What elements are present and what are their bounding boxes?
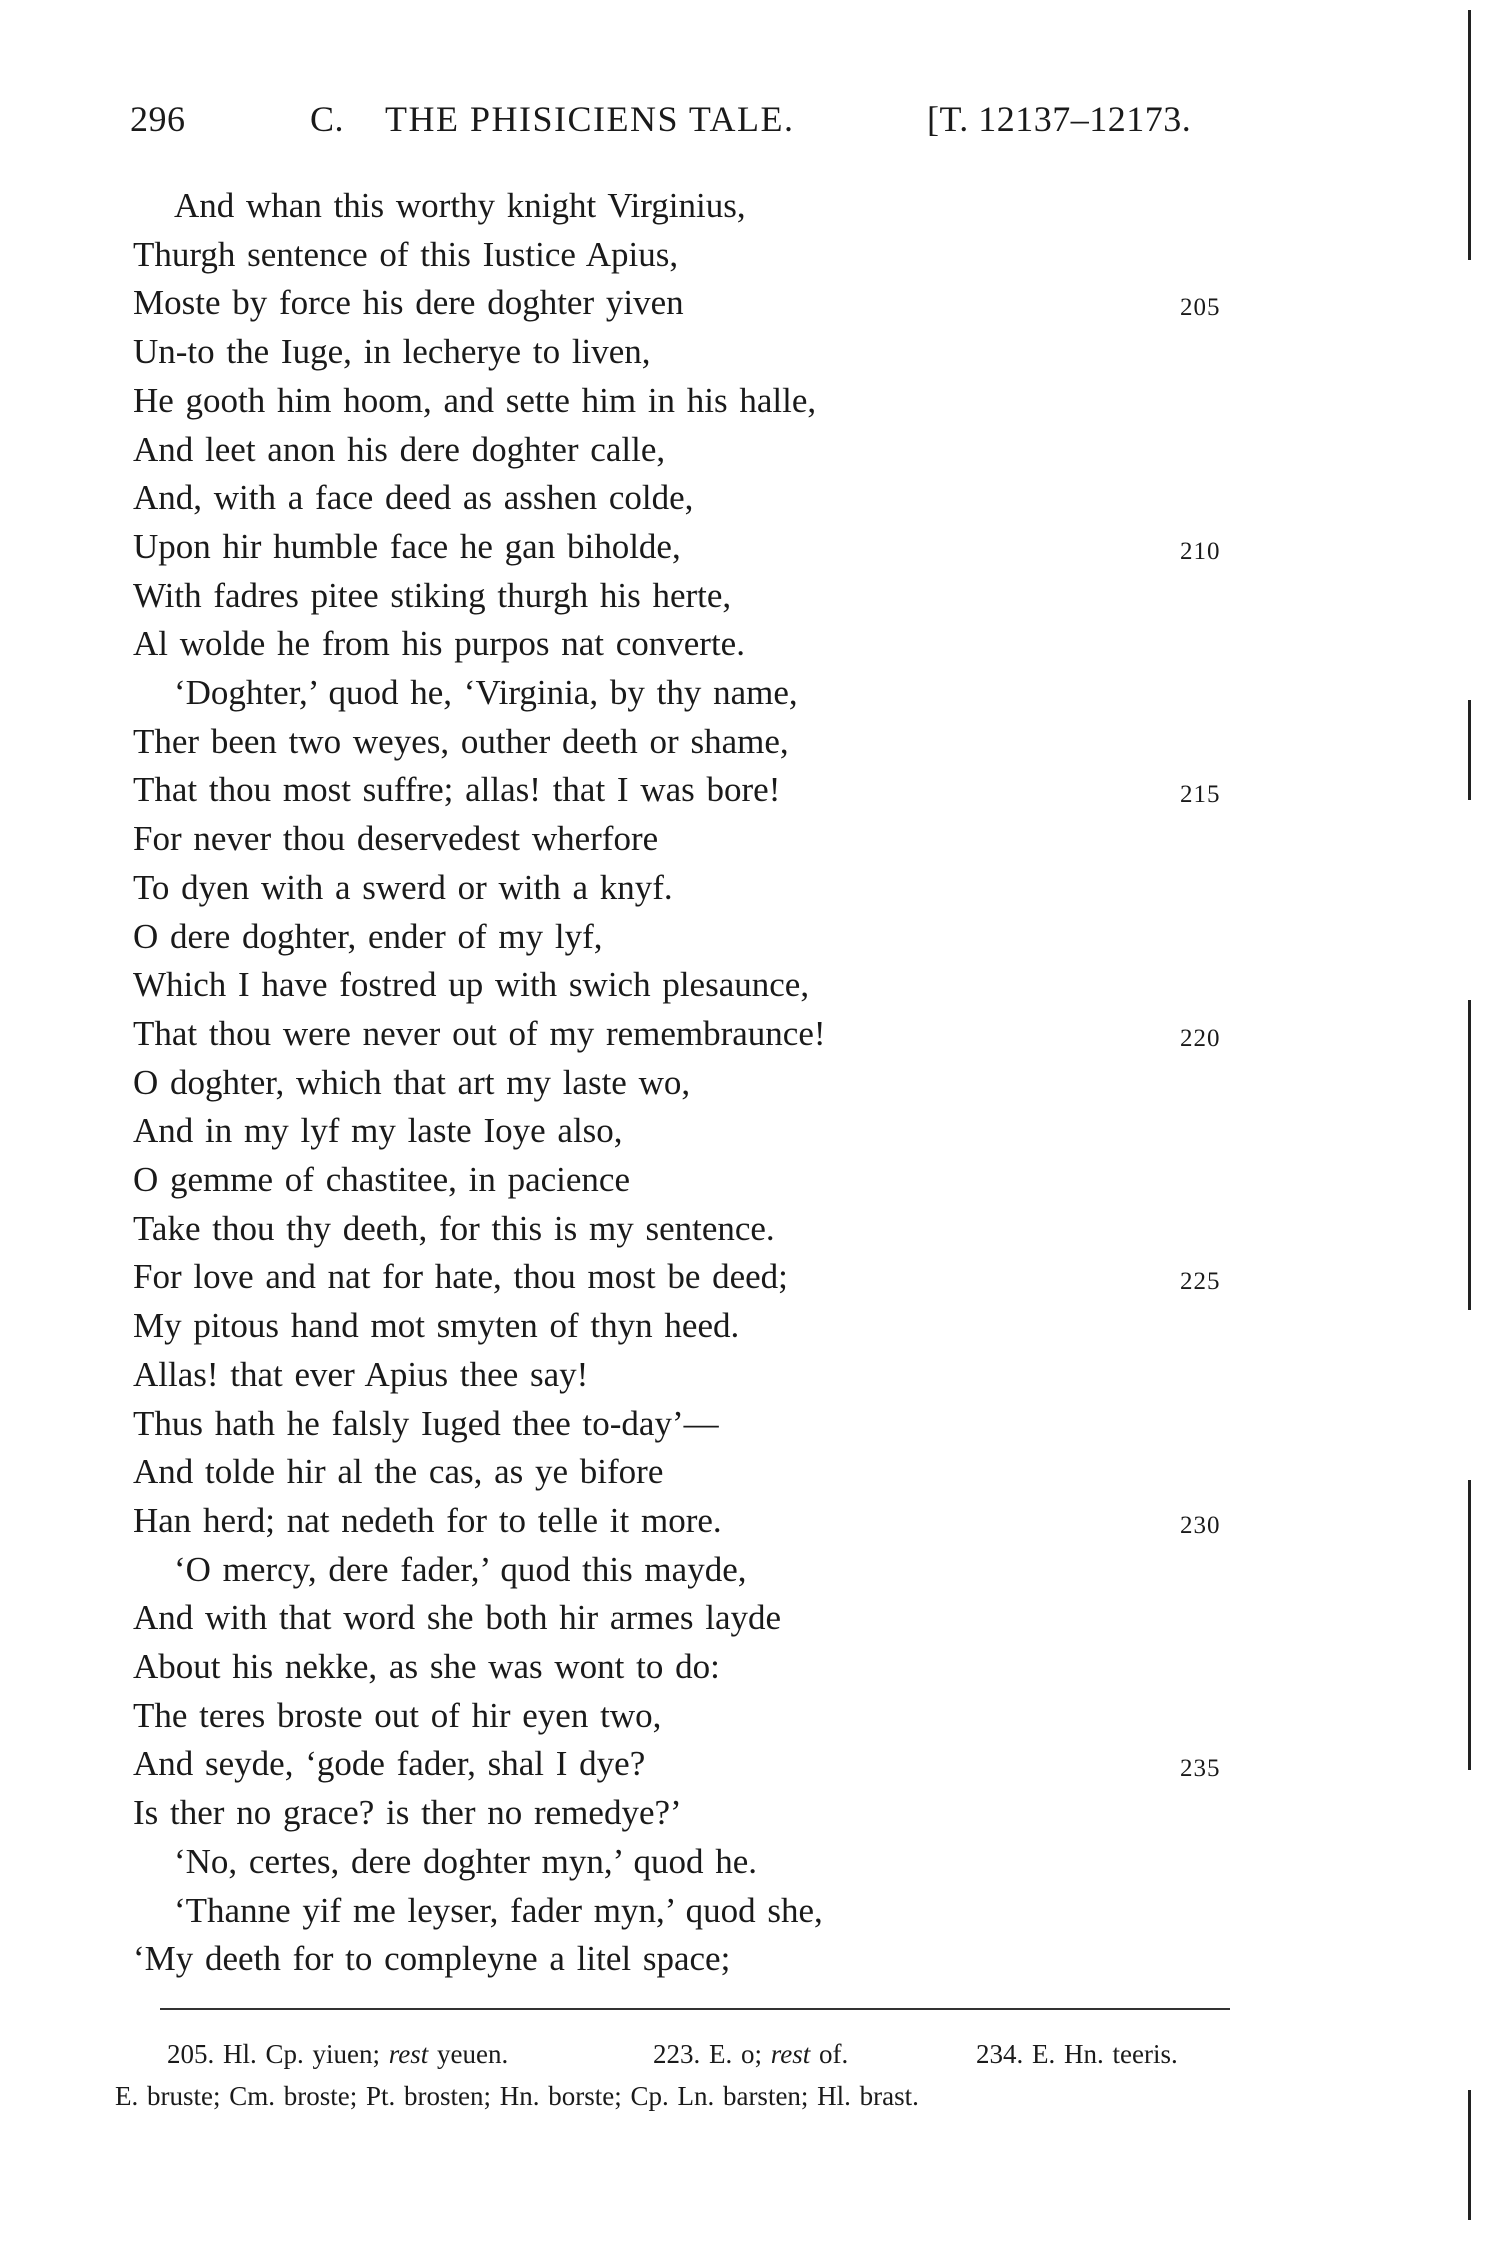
scan-edge-mark [1468, 1480, 1471, 1770]
footnote-text: E. o; [709, 2039, 762, 2069]
footnote-label: 223. [653, 2039, 701, 2069]
verse-line: Ther been two weyes, outher deeth or shame, [133, 722, 789, 761]
verse-line: Un-to the Iuge, in lecherye to liven, [133, 332, 651, 371]
scan-edge-mark [1468, 10, 1471, 260]
verse-line: ‘O mercy, dere fader,’ quod this mayde, [174, 1550, 747, 1589]
verse-line: And tolde hir al the cas, as ye bifore [133, 1452, 664, 1491]
verse-line: ‘No, certes, dere doghter myn,’ quod he. [174, 1842, 757, 1881]
verse-line: That thou most suffre; allas! that I was bore! [133, 770, 781, 809]
page-number: 296 [130, 99, 186, 139]
verse-line: Allas! that ever Apius thee say! [133, 1355, 589, 1394]
verse-line: O gemme of chastitee, in pacience [133, 1160, 631, 1199]
line-number: 230 [1180, 1512, 1221, 1539]
verse-line: ‘Doghter,’ quod he, ‘Virginia, by thy name, [174, 673, 798, 712]
verse-line: To dyen with a swerd or with a knyf. [133, 868, 673, 907]
verse-line: And seyde, ‘gode fader, shal I dye? [133, 1744, 646, 1783]
verse-line: Is ther no grace? is ther no remedye?’ [133, 1793, 682, 1832]
verse-line: For never thou deservedest wherfore [133, 819, 659, 858]
footnote-italic: rest [770, 2039, 811, 2069]
scan-edge-mark [1468, 2090, 1471, 2220]
line-number: 220 [1180, 1025, 1221, 1052]
verse-line: About his nekke, as she was wont to do: [133, 1647, 720, 1686]
verse-line: Thurgh sentence of this Iustice Apius, [133, 235, 679, 274]
verse-line: With fadres pitee stiking thurgh his herte, [133, 576, 732, 615]
line-number: 235 [1180, 1755, 1221, 1782]
scan-edge-mark [1468, 700, 1471, 800]
verse-line: And, with a face deed as asshen colde, [133, 478, 694, 517]
footnote-text: E. bruste; Cm. broste; Pt. brosten; Hn. borste; Cp. Ln. barsten; Hl. brast. [115, 2081, 919, 2111]
verse-line: Upon hir humble face he gan biholde, [133, 527, 681, 566]
verse-line: He gooth him hoom, and sette him in his halle, [133, 381, 817, 420]
verse-line: Moste by force his dere doghter yiven [133, 283, 684, 322]
footnote-234-continued [115, 2077, 919, 2115]
verse-line: The teres broste out of hir eyen two, [133, 1696, 662, 1735]
verse-line: And in my lyf my laste Ioye also, [133, 1111, 623, 1150]
verse-line: Take thou thy deeth, for this is my sentence. [133, 1209, 775, 1248]
verse-line: Thus hath he falsly Iuged thee to-day’— [133, 1404, 719, 1443]
verse-line: O dere doghter, ender of my lyf, [133, 917, 603, 956]
footnote-label: 234. [976, 2039, 1024, 2069]
footnote-text: of. [819, 2039, 849, 2069]
verse-line: And whan this worthy knight Virginius, [174, 186, 746, 225]
section-letter: C. [310, 99, 345, 139]
footnote-text: Hl. Cp. yiuen; [223, 2039, 380, 2069]
footnote-italic: rest [388, 2039, 429, 2069]
footnote-205 [167, 2035, 508, 2073]
verse-line: Which I have fostred up with swich plesaunce, [133, 965, 810, 1004]
line-number: 215 [1180, 781, 1221, 808]
footnote-rule [160, 2008, 1230, 2010]
verse-line: O doghter, which that art my laste wo, [133, 1063, 691, 1102]
verse-line: And with that word she both hir armes layde [133, 1598, 782, 1637]
scan-edge-mark [1468, 1000, 1471, 1310]
line-number: 205 [1180, 294, 1221, 321]
verse-line: That thou were never out of my remembraunce! [133, 1014, 826, 1053]
verse-line: ‘Thanne yif me leyser, fader myn,’ quod she, [174, 1891, 823, 1930]
verse-line: And leet anon his dere doghter calle, [133, 430, 666, 469]
tale-title: THE PHISICIENS TALE. [385, 99, 795, 139]
footnote-223 [653, 2035, 848, 2073]
footnote-label: 205. [167, 2039, 215, 2069]
line-range: [T. 12137–12173. [927, 99, 1192, 139]
verse-line: My pitous hand mot smyten of thyn heed. [133, 1306, 740, 1345]
running-header [130, 98, 1230, 148]
verse-line: For love and nat for hate, thou most be deed; [133, 1257, 788, 1296]
verse-line: Han herd; nat nedeth for to telle it more. [133, 1501, 722, 1540]
footnote-234 [976, 2035, 1178, 2073]
verse-line: ‘My deeth for to compleyne a litel space; [133, 1939, 731, 1978]
verse-line: Al wolde he from his purpos nat converte. [133, 624, 745, 663]
footnote-text: yeuen. [437, 2039, 509, 2069]
line-number: 210 [1180, 538, 1221, 565]
line-number: 225 [1180, 1268, 1221, 1295]
footnote-text: E. Hn. teeris. [1032, 2039, 1178, 2069]
